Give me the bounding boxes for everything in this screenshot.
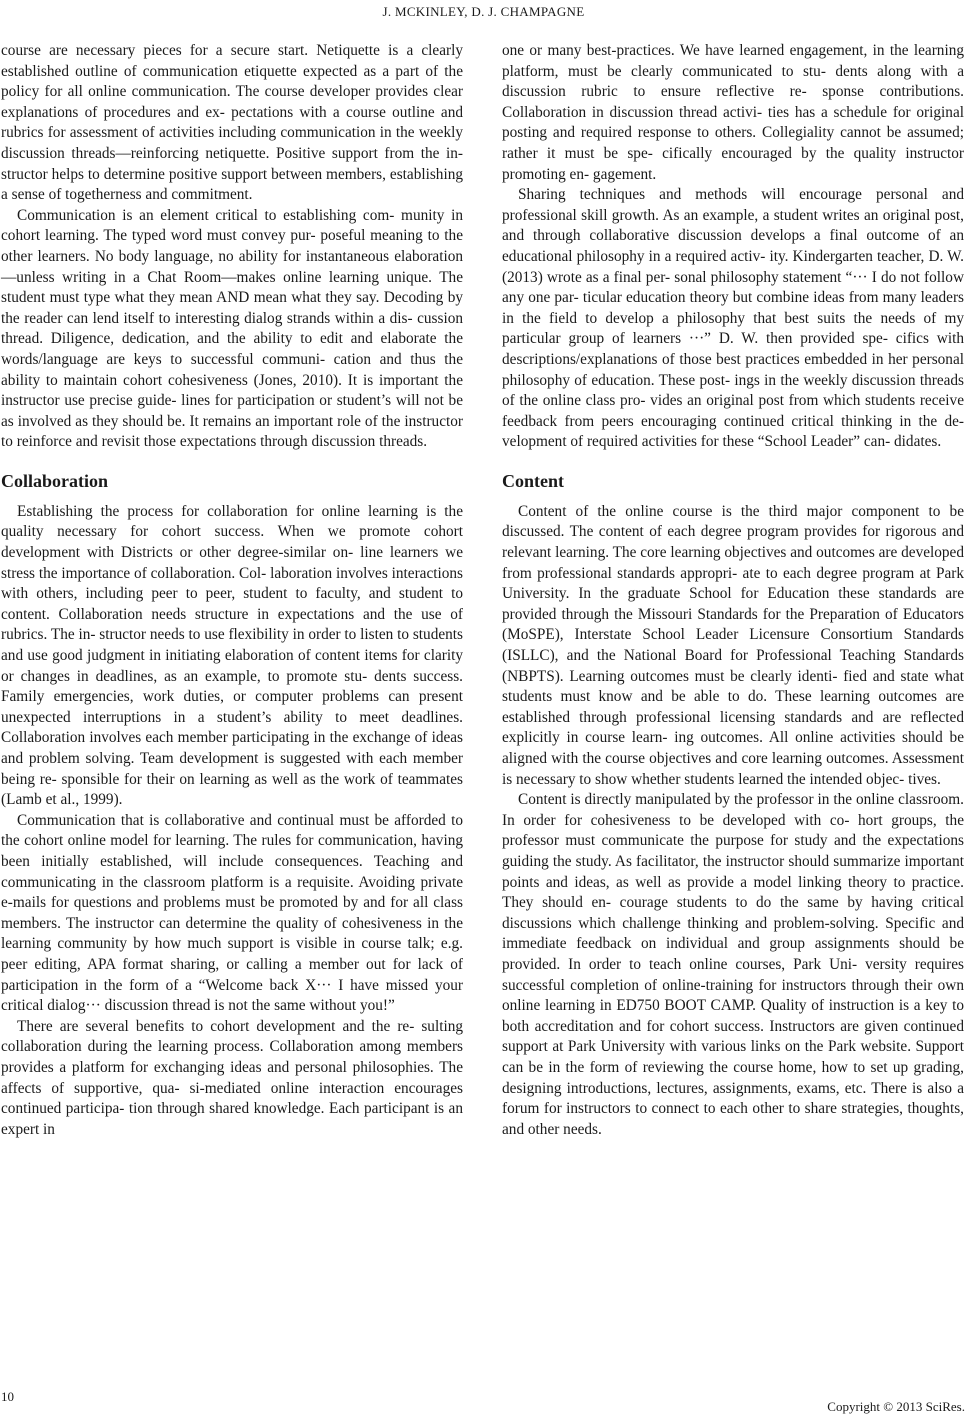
paragraph: Content is directly manipulated by the professor in the online classroom. In order for cohesiveness to be developed with co- hort groups, the professor must communicate the purpose for study and the expectations guiding the study. As facilitator, the instructor should summarize important points and ideas, as well as provide a model linking theory to practice. They should en- courage students to do the same by having critical discussions which challenge thinking and problem-solving. Specific and immediate feedback on individual and group assignments should be provided. In order to teach online courses, Park Uni- versity requires successful completion of online-training for instructors through their own online learning in ED750 BOOT CAMP. Quality of instruction is a key to both accreditation and for cohort success. Instructors are given continued support at Park University with various links on the Park website. Support can be in the form of reviewing the course home, how to set up grading, designing introductions, lectures, assignments, exams, etc. There is also a forum for instructors to connect to each other to share strategies, thoughts, and other needs. [502, 791, 964, 1138]
running-head: J. MCKINLEY, D. J. CHAMPAGNE [382, 4, 585, 19]
paragraph: one or many best-practices. We have learned engagement, in the learning platform, must be clearly communicated to stu- dents along with a discussion rubric to ensure reflective re- sponse contributions. Collaboration in discussion thread activi- ties has a schedule for original posting and required response to others. Collegiality cannot be assumed; rather it must be spe- cifically encouraged by the quality instructor promoting en- gagement. [502, 42, 964, 183]
copyright-notice: Copyright © 2013 SciRes. [827, 1399, 965, 1414]
paragraph: Communication is an element critical to establishing com- munity in cohort learning. The typed word must convey pur- poseful meaning to the other learners. No body language, no ability for instantaneous elaboration—unless writing in a Chat Room—makes online learning unique. The student must type what they mean AND mean what they say. Decoding by the reader can lend itself to interesting dialog strands within a dis- cussion thread. Diligence, dedication, and the ability to edit and elaborate the words/language are keys to successful communi- cation and thus the ability to maintain cohort cohesiveness (Jones, 2010). It is important the instructor use precise guide- lines for participation or student’s will not be as involved as they should be. It remains an important role of the instructor to reinforce and revisit those expectations through discussion threads. [1, 206, 463, 451]
left-column [1, 41, 463, 1140]
paragraph: Communication that is collaborative and continual must be afforded to the cohort online model for learning. The rules for communication, having been initially established, will include consequences. Teaching and communicating in the classroom platform is a requisite. Avoiding private e-mails for questions and problems must be promoted by and for all class members. The instructor can determine the quality of cohesiveness in the learning community by how much support is visible in course talk; e.g. peer editing, APA format sharing, or calling a member out for lack of participation in the form of a “Welcome back X··· I have missed your critical dialog··· discussion thread is not the same without you!” [1, 811, 463, 1015]
paragraph: Establishing the process for collaboration for online learning is the quality necessary for cohort success. When we promote cohort development with Districts or other degree-similar on- line learners we stress the importance of collaboration. Col- laboration involves interactions with others, including peer to peer, student to faculty, and student to content. Collaboration needs structure in expectations and the use of rubrics. The in- structor needs to use flexibility in order to listen to students and use good judgment in initiating elaboration of content items for clarity or changes in deadlines, as an example, to promote stu- dents success. Family emergencies, work duties, or computer problems can present unexpected interruptions in a student’s ability to meet deadlines. Collaboration involves each member participating in the exchange of ideas and problem solving. Team development is suggested with each member being re- sponsible for their on learning as well as the work of teammates (Lamb et al., 1999). [1, 502, 463, 809]
paragraph: Content of the online course is the third major component to be discussed. The content of each degree program provides for rigorous and relevant learning. The core learning objectives and outcomes are developed from professional standards appropri- ate to each degree program at Park University. In the graduate School for Education these standards are provided through the Missouri Standards for the Preparation of Educators (MoSPE), Interstate School Leader Licensure Consortium Standards (ISLLC), and the National Board for Professional Teaching Standards (NBPTS). Learning outcomes must be clearly identi- fied and state what students must know and be able to do. These learning outcomes are established through professional licensing standards and are reflected explicitly in course learn- ing outcomes. All online activities should be aligned with the course objectives and core learning outcomes. Assessment is necessary to show whether students learned the intended objec- tives. [502, 502, 964, 788]
right-column [502, 41, 964, 1140]
section-heading-collaboration: Collaboration [1, 470, 109, 491]
section-heading-content: Content [502, 470, 564, 491]
page-number: 10 [1, 1389, 14, 1404]
paragraph: course are necessary pieces for a secure start. Netiquette is a clearly established outline of communication etiquette expected as a part of the policy for all online communication. The course developer provides clear explanations of procedures and ex- pectations with a course outline and rubrics for assessment of activities including communication in the weekly discussion threads—reinforcing netiquette. Positive support from the in- structor helps to determine positive support between members, establishing a sense of togetherness and commitment. [1, 42, 463, 204]
paragraph: There are several benefits to cohort development and the re- sulting collaboration during the learning process. Collaboration among members provides a platform for exchanging ideas and personal philosophies. The affects of supportive, qua- si-mediated online interaction encourages continued participa- tion through shared knowledge. Each participant is an expert in [1, 1017, 463, 1138]
paragraph: Sharing techniques and methods will encourage personal and professional skill growth. As an example, a student writes an original post, and through collaborative discussion develops a final outcome of an educational philosophy in a required activ- ity. Kindergarten teacher, D. W. (2013) wrote as a final per- sonal philosophy statement “··· I do not follow any one par- ticular education theory but combine ideas from many leaders in the field to develop a philosophy that best suits the needs of my particular group of learners ···” D. W. then provided spe- cifics with descriptions/explanations of those best practices embedded in her personal philosophy of education. These post- ings in the weekly discussion threads of the online class pro- vides an original post from which students receive feedback from peers encouraging continued critical thinking in the de- velopment of required activities for these “School Leader” can- didates. [502, 186, 964, 451]
